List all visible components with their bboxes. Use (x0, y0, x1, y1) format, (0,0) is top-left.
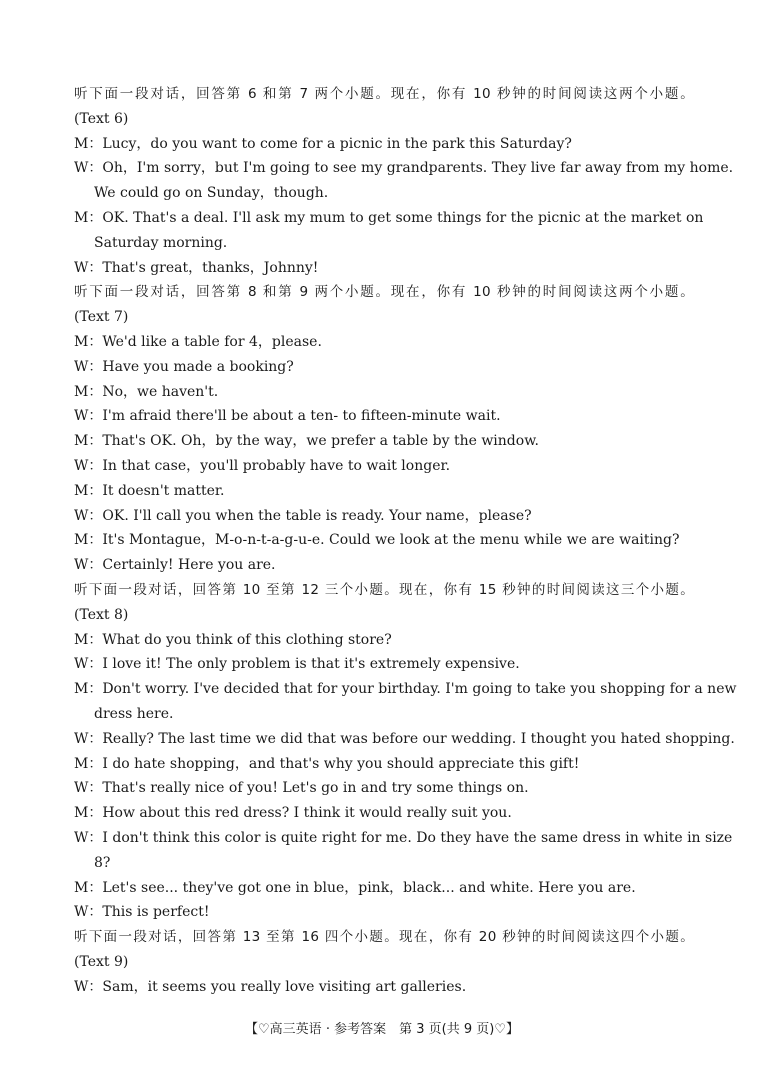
dialogue-line: Saturday morning. (94, 234, 228, 251)
text-label: (Text 6) (74, 110, 129, 127)
section-instruction: 听下面一段对话，回答第 6 和第 7 两个小题。现在，你有 10 秒钟的时间阅读这两个小题。 (74, 86, 694, 102)
text-label: (Text 7) (74, 309, 129, 326)
dialogue-line: M：Don't worry. I've decided that for your birthday. I'm going to take you shopping for a new (74, 681, 737, 698)
dialogue-line: W：Certainly! Here you are. (74, 557, 276, 574)
dialogue-line: 8? (94, 854, 111, 871)
dialogue-line: W：I'm afraid there'll be about a ten- to fifteen-minute wait. (74, 408, 501, 425)
dialogue-line: W：In that case，you'll probably have to wait longer. (74, 458, 451, 474)
dialogue-line: M：It doesn't matter. (74, 482, 225, 499)
dialogue-line: M：It's Montague，M-o-n-t-a-g-u-e. Could we look at the menu while we are waiting? (74, 532, 680, 549)
dialogue-line: W：OK. I'll call you when the table is ready. Your name，please? (74, 507, 532, 524)
dialogue-line: M：I do hate shopping，and that's why you should appreciate this gift! (74, 755, 580, 772)
dialogue-line: dress here. (94, 706, 174, 722)
dialogue-line: W：That's really nice of you! Let's go in and try some things on. (74, 780, 529, 797)
dialogue-line: M：Lucy，do you want to come for a picnic in the park this Saturday? (74, 135, 572, 152)
dialogue-line: M：How about this red dress? I think it would really suit you. (74, 805, 512, 822)
dialogue-line: M：No，we haven't. (74, 383, 219, 400)
dialogue-line: We could go on Sunday，though. (94, 185, 329, 202)
section-instruction: 听下面一段对话，回答第 10 至第 12 三个小题。现在，你有 15 秒钟的时间阅读这三个小题。 (74, 582, 694, 598)
dialogue-line: W：Really? The last time we did that was before our wedding. I thought you hated shopping. (74, 730, 735, 747)
page-footer: 【♡高三英语 · 参考答案 第 3 页(共 9 页)♡】 (245, 1022, 519, 1037)
dialogue-line: W：Oh，I'm sorry，but I'm going to see my grandparents. They live far away from my home. (74, 160, 734, 177)
section-instruction: 听下面一段对话，回答第 13 至第 16 四个小题。现在，你有 20 秒钟的时间阅读这四个小题。 (74, 929, 694, 946)
dialogue-line: M：We'd like a table for 4，please. (74, 334, 322, 350)
dialogue-line: W：This is perfect! (74, 904, 210, 921)
text-label: (Text 9) (74, 954, 129, 970)
dialogue-line: W：I don't think this color is quite right for me. Do they have the same dress in white in size (74, 830, 733, 846)
dialogue-line: W：Sam，it seems you really love visiting art galleries. (74, 978, 467, 995)
dialogue-line: M：OK. That's a deal. I'll ask my mum to get some things for the picnic at the market on (74, 210, 704, 226)
dialogue-line: W：Have you made a booking? (74, 358, 294, 375)
dialogue-line: W：I love it! The only problem is that it's extremely expensive. (74, 656, 520, 673)
dialogue-line: M：What do you think of this clothing store? (74, 631, 392, 648)
dialogue-line: M：Let's see... they've got one in blue，pink，black... and white. Here you are. (74, 879, 636, 896)
text-label: (Text 8) (74, 606, 129, 623)
section-instruction: 听下面一段对话，回答第 8 和第 9 两个小题。现在，你有 10 秒钟的时间阅读这两个小题。 (74, 284, 694, 301)
dialogue-line: M：That's OK. Oh，by the way，we prefer a table by the window. (74, 433, 539, 450)
dialogue-line: W：That's great，thanks，Johnny! (74, 259, 319, 276)
